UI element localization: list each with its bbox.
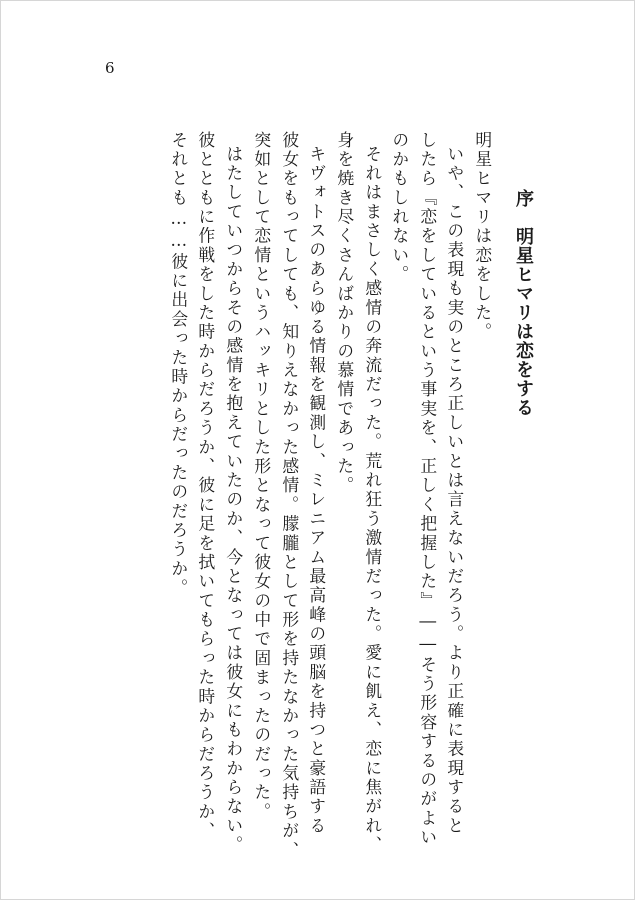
body-line-10: はたしていつからその感情を抱えていたのか、今となっては彼女にもわからない。: [223, 145, 244, 856]
body-line-2: いや、この表現も実のところ正しいとは言えないだろう。より正確に表現すると: [444, 145, 465, 836]
body-line-11: 彼とともに作戦をした時からだろうか、彼に足を拭いてもらった時からだろうか、: [195, 131, 216, 842]
body-line-8: 彼女をもってしても、知りえなかった感情。朦朧として形を持たなかった気持ちが、: [279, 131, 300, 861]
chapter-title: 序 明星ヒマリは恋をする: [513, 189, 534, 417]
body-line-9: 突如として恋情というハッキリとした形となって彼女の中で固まったのだった。: [251, 131, 272, 822]
body-line-6: 身を焼き尽くさんばかりの慕情であった。: [334, 131, 355, 496]
body-line-5: それはまさしく感情の奔流だった。荒れ狂う激情だった。愛に飢え、恋に焦がれ、: [362, 145, 383, 856]
body-line-7: キヴォトスのあらゆる情報を観測し、ミレニアム最高峰の頭脳を持つと豪語する: [306, 145, 327, 836]
page-number: 6: [105, 59, 115, 77]
body-line-1: 明星ヒマリは恋をした。: [472, 131, 493, 343]
body-line-4: のかもしれない。: [389, 131, 410, 285]
body-line-3: したら『恋をしているという事実を、正しく把握した』――そう形容するのがよい: [417, 131, 438, 848]
body-line-12: それとも……彼に出会った時からだったのだろうか。: [168, 131, 189, 598]
